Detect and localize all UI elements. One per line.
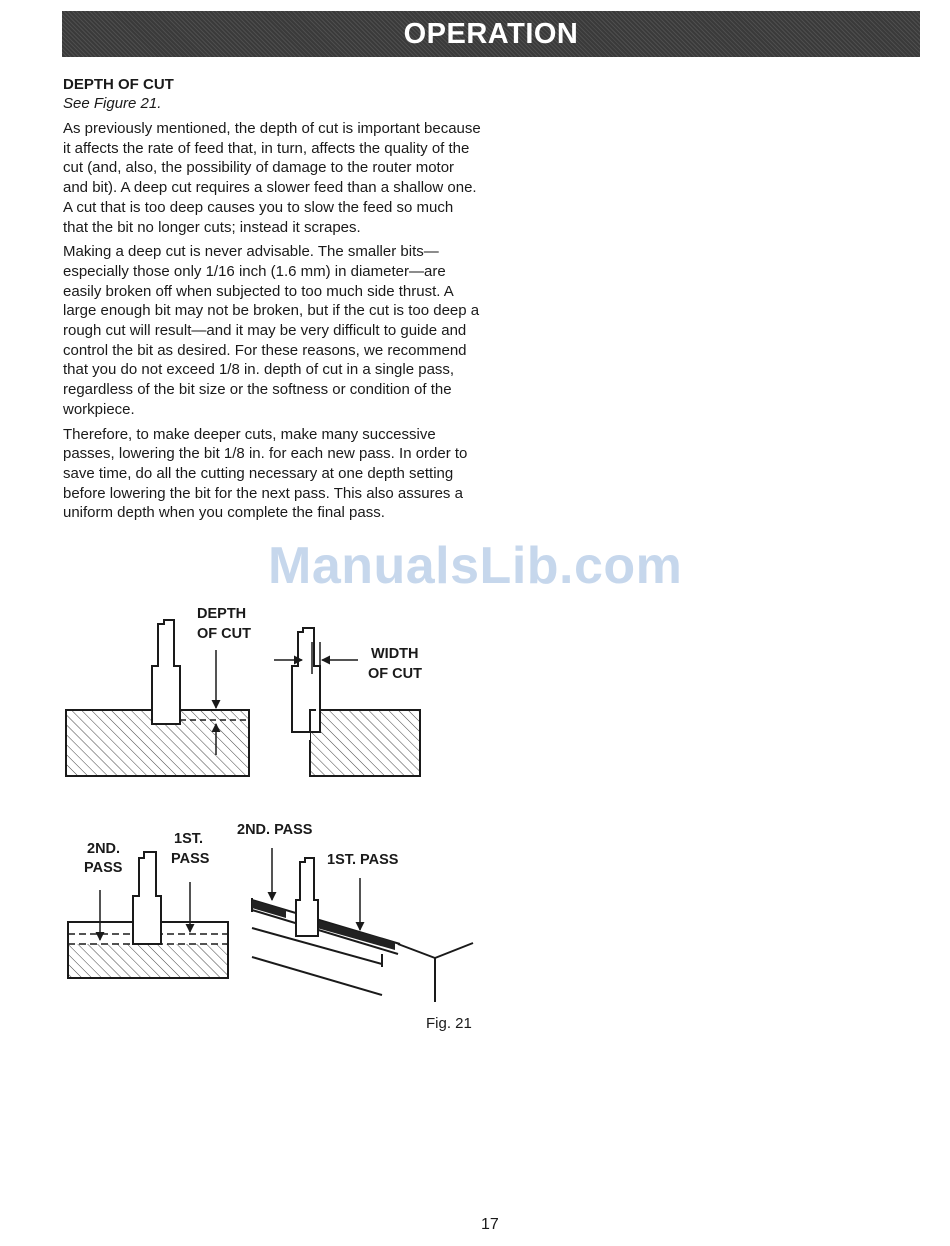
width-of-cut-label: OF CUT [368, 666, 422, 682]
figure-reference: See Figure 21. [63, 95, 162, 112]
watermark: ManualsLib.com [268, 537, 683, 595]
text-column [63, 76, 481, 528]
figure-caption: Fig. 21 [426, 1015, 472, 1032]
depth-of-cut-label: DEPTH [197, 606, 247, 622]
paragraph: Therefore, to make deeper cuts, make many successive passes, lowering the bit 1/8 in. for each new pass. In order to save time, do all the cutting necessary at one depth setting before lowering the bit for the next pass. This also assures a uniform depth when you complete the final pass. [63, 425, 468, 522]
page-title: OPERATION [403, 17, 579, 50]
passes-perspective-diagram [237, 822, 473, 1002]
header-banner [62, 11, 920, 57]
page-number: 17 [481, 1216, 499, 1233]
first-pass-label: PASS [171, 851, 210, 867]
first-pass-label: 1ST. [174, 831, 204, 847]
depth-of-cut-label: OF CUT [197, 626, 251, 642]
router-depth-diagram [60, 600, 480, 1040]
second-pass-label: 2ND. PASS [237, 822, 313, 838]
depth-of-cut-diagram [66, 606, 251, 776]
second-pass-label: PASS [84, 860, 123, 876]
second-pass-label: 2ND. [87, 841, 121, 857]
paragraph: Making a deep cut is never advisable. The smaller bits—especially those only 1/16 inch (1.6 mm) in diameter—are easily broken off when subjected to too much side thrust. A large enough bit may not be broken, but if the cut is too deep a rough cut will result—and it may be very difficult to guide and control the bit as desired. For these reasons, we recommend that you do not exceed 1/8 in. depth of cut in a single pass, regardless of the bit size or the softness or condition of the workpiece. [63, 243, 480, 418]
passes-block-diagram [68, 831, 228, 978]
width-of-cut-diagram [274, 628, 422, 776]
width-of-cut-label: WIDTH [371, 646, 419, 662]
paragraph: As previously mentioned, the depth of cut is important because it affects the rate of feed that, in turn, affects the quality of the cut (and, also, the possibility of damage to the router motor and bit). A deep cut requires a slower feed than a shallow one. A cut that is too deep causes you to slow the feed so much that the bit no longer cuts; instead it scrapes. [63, 120, 481, 236]
figure-21 [60, 600, 480, 1040]
section-heading: DEPTH OF CUT [63, 76, 174, 93]
first-pass-label: 1ST. PASS [327, 852, 399, 868]
